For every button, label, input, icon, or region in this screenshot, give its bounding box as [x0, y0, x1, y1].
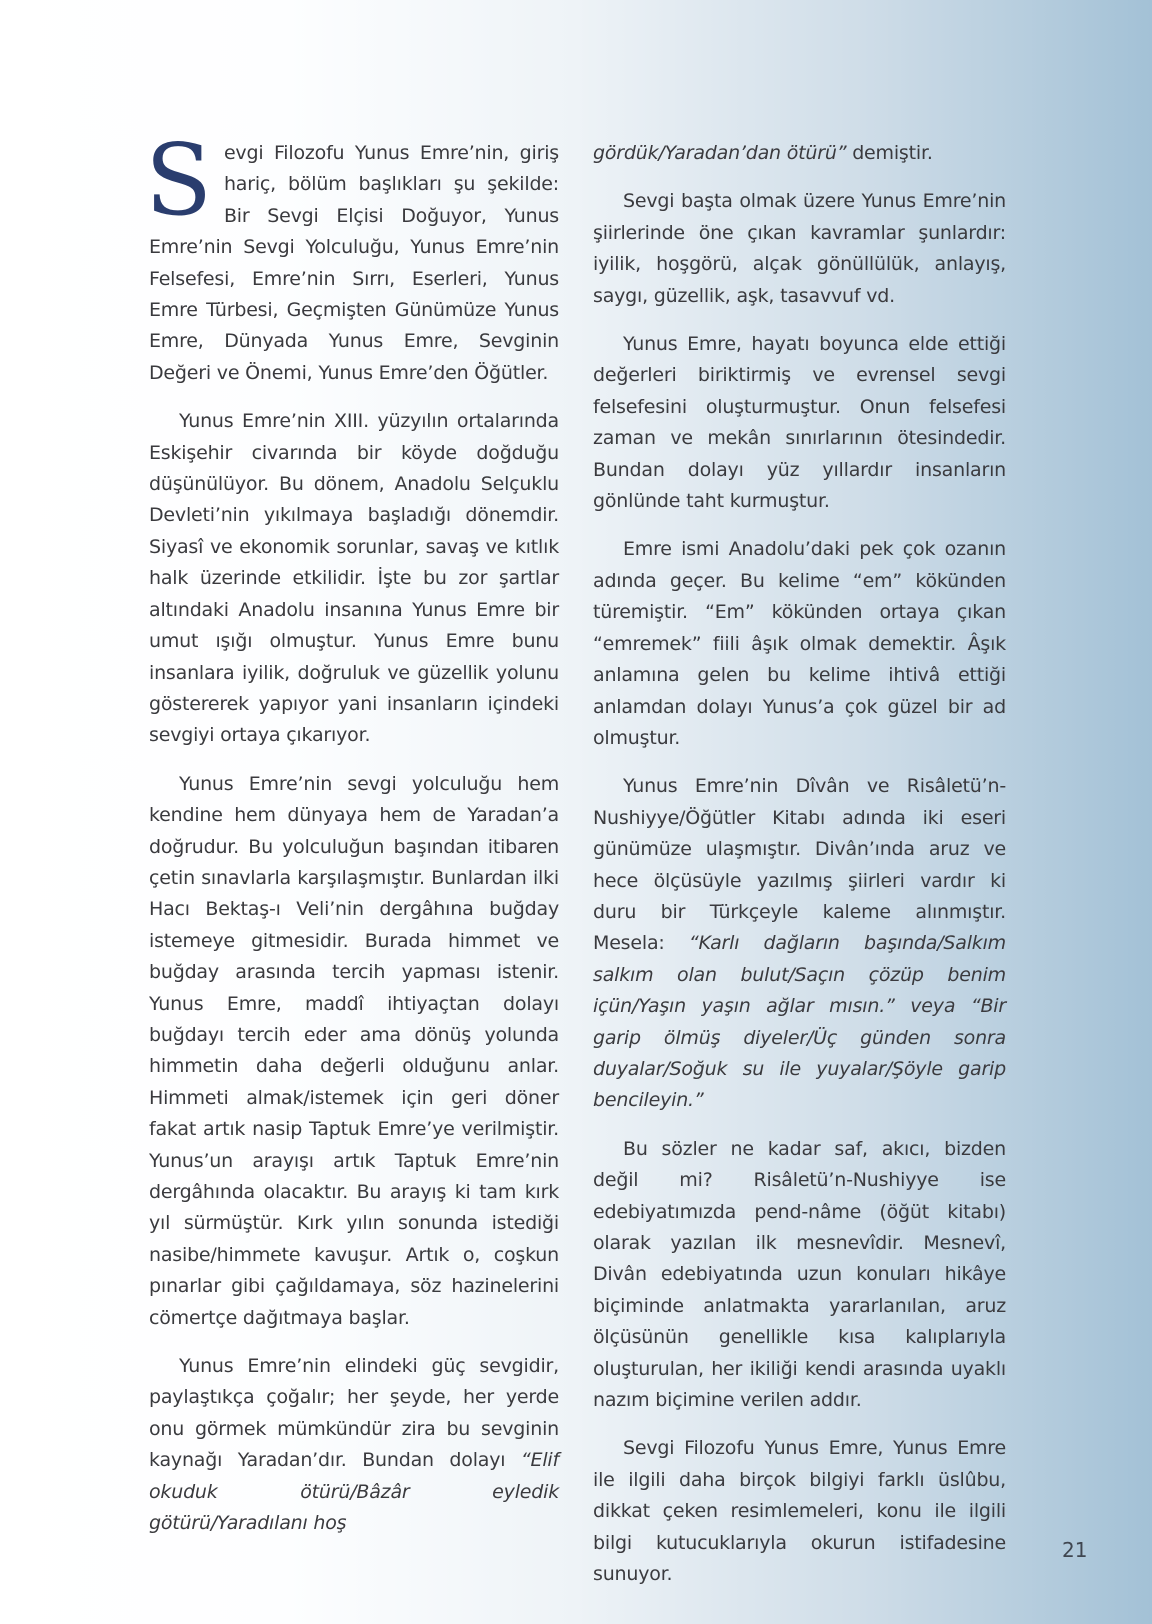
poem-quote: gördük/Yaradan’dan ötürü”	[593, 142, 847, 164]
paragraph-birth: Yunus Emre’nin XIII. yüzyılın ortalarında Eskişehir civarında bir köyde doğduğu düşünülüyor. Bu dönem, Anadolu Selçuklu Devleti’nin yıkılmaya başladığı dönemdir. Siyasî ve ekonomik sorunlar, savaş ve kıtlık halk üzerinde etkilidir. İşte bu zor şartlar altındaki Anadolu insanına Yunus Emre bir umut ışığı olmuştur. Yunus Emre bunu insanlara iyilik, doğruluk ve güzellik yolunu göstererek yapıyor yani insanların içindeki sevgiyi ortaya çıkarıyor.	[149, 410, 559, 747]
paragraph-intro	[145, 124, 559, 389]
paragraph-works	[593, 771, 1006, 1116]
paragraph-text: evgi Filozofu Yunus Emre’nin, giriş hariç, bölüm başlıkları şu şekilde: Bir Sevgi Elçisi Doğuyor, Yunus Emre’nin Sevgi Yolculuğu, Yunus Emre’nin Felsefesi, Emre’nin Sırrı, Eserleri, Yunus Emre Türbesi, Geçmişten Günümüze Yunus Emre, Dünyada Yunus Emre, Sevginin Değeri ve Önemi, Yunus Emre’den Öğütler.	[149, 142, 559, 384]
poem-quote: “Karlı dağların başında/Salkım salkım olan bulut/Saçın çözüp benim içün/Yaşın yaşın ağlar mısın.” veya “Bir garip ölmüş diyeler/Üç günden sonra duyalar/Soğuk su ile yuyalar/Şöyle garip bencileyin.”	[593, 932, 1006, 1112]
right-column	[593, 138, 1006, 1607]
page-number: 21	[1062, 1538, 1088, 1562]
paragraph-philosophy: Yunus Emre, hayatı boyunca elde ettiği değerleri biriktirmiş ve evrensel sevgi felsefesini oluşturmuştur. Onun felsefesi zaman ve mekân sınırlarının ötesindedir. Bundan dolayı yüz yıllardır insanların gönlünde taht kurmuştur.	[593, 333, 1006, 513]
poem-quote: “Elif okuduk ötürü/Bâzâr eyledik götürü/Yaradılanı hoş	[149, 1449, 559, 1535]
paragraph-name-origin: Emre ismi Anadolu’daki pek çok ozanın adında geçer. Bu kelime “em” kökünden türemiştir. “Em” kökünden ortaya çıkan “emremek” fiili âşık olmak demektir. Âşık anlamına gelen bu kelime ihtivâ ettiği anlamdan dolayı Yunus’a çok güzel bir ad olmuştur.	[593, 538, 1006, 749]
paragraph-mesnevi: Bu sözler ne kadar saf, akıcı, bizden değil mi? Risâletü’n-Nushiyye ise edebiyatımızda pend-nâme (öğüt kitabı) olarak yazılan ilk mesnevîdir. Mesnevî, Divân edebiyatında uzun konuları hikâye biçiminde anlatmakta yararlanılan, aruz ölçüsünün genellikle kısa kalıplarıyla oluşturulan, her ikiliği kendi arasında uyaklı nazım biçimine verilen addır.	[593, 1137, 1006, 1412]
paragraph-text: Yunus Emre’nin elindeki güç sevgidir, paylaştıkça çoğalır; her şeyde, her yerde onu görmek mümkündür zira bu sevginin kaynağı Yaradan’dır. Bundan dolayı	[149, 1355, 559, 1472]
paragraph-concepts: Sevgi başta olmak üzere Yunus Emre’nin şiirlerinde öne çıkan kavramlar şunlardır: iyilik, hoşgörü, alçak gönüllülük, anlayış, saygı, güzellik, aşk, tasavvuf vd.	[593, 190, 1006, 307]
paragraph-journey: Yunus Emre’nin sevgi yolculuğu hem kendine hem dünyaya hem de Yaradan’a doğrudur. Bu yolculuğun başından itibaren çetin sınavlarla karşılaşmıştır. Bunlardan ilki Hacı Bektaş-ı Veli’nin dergâhına buğday istemeye gitmesidir. Burada himmet ve buğday arasında tercih yapması istenir. Yunus Emre, maddî ihtiyaçtan dolayı buğdayı tercih eder ama dönüş yolunda himmetin daha değerli olduğunu anlar. Himmeti almak/istemek için geri döner fakat artık nasip Taptuk Emre’ye verilmiştir. Yunus’un arayışı artık Taptuk Emre’nin dergâhında olacaktır. Bu arayış ki tam kırk yıl sürmüştür. Kırk yılın sonunda istediği nasibe/himmete kavuşur. Artık o, coşkun pınarlar gibi çağıldamaya, söz hazinelerini cömertçe dağıtmaya başlar.	[149, 772, 559, 1329]
paragraph-power-of-love	[149, 1351, 559, 1539]
paragraph-quote-continuation	[593, 138, 1006, 169]
paragraph-text: Yunus Emre’nin Dîvân ve Risâletü’n-Nushiyye/Öğütler Kitabı adında iki eseri günümüze ulaşmıştır. Divân’ında aruz ve hece ölçüsüyle yazılmış şiirleri vardır ki duru bir Türkçeyle kaleme alınmıştır. Mesela:	[593, 775, 1006, 955]
left-column	[145, 124, 559, 1556]
paragraph-book-summary: Sevgi Filozofu Yunus Emre, Yunus Emre ile ilgili daha birçok bilgiyi farklı üslûbu, dikkat çeken resimlemeleri, konu ile ilgili bilgi kutucuklarıyla okurun istifadesine sunuyor.	[593, 1437, 1006, 1586]
paragraph-text: demiştir.	[846, 142, 933, 164]
drop-cap: S	[145, 124, 212, 238]
